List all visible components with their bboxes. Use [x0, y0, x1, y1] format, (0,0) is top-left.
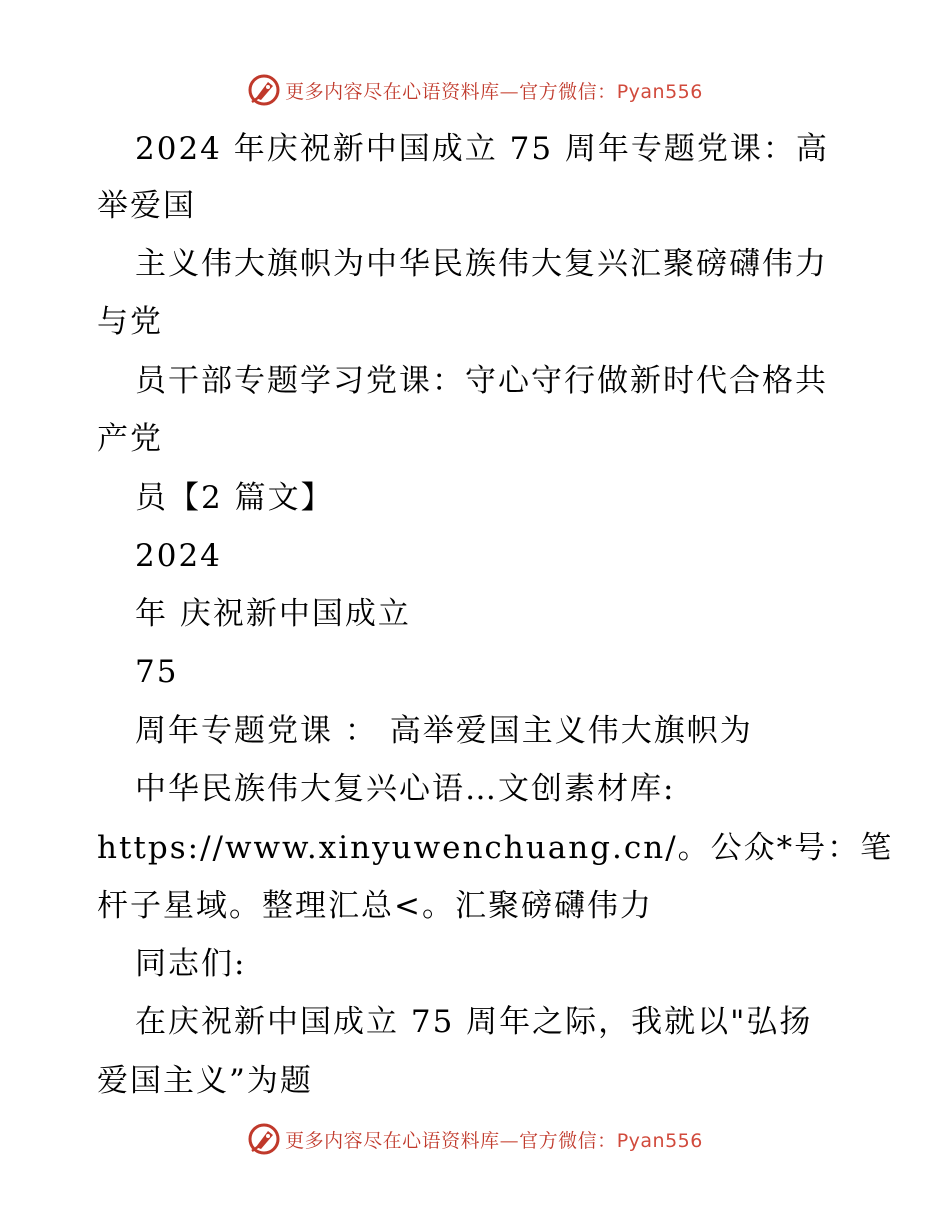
text-line: 杆子星域。整理汇总<。汇聚磅礴伟力: [97, 888, 653, 924]
text-line: 员干部专题学习党课：守心守行做新时代合格共: [135, 363, 828, 399]
banner-text: [285, 77, 703, 104]
text-line: 员【2 篇文】: [135, 480, 334, 516]
text-line: https://www.xinyuwenchuang.cn/。公众*号：笔: [97, 830, 894, 866]
banner-prefix: 更多内容尽在心语资料库: [285, 1129, 500, 1152]
footer-banner: [0, 1117, 950, 1161]
banner-account: Pyan556: [616, 1129, 703, 1152]
text-line: 周年专题党课 ： 高举爱国主义伟大旗帜为: [135, 713, 753, 749]
text-line: 75: [135, 654, 179, 690]
banner-label: 官方微信：: [519, 1129, 617, 1152]
banner-account: Pyan556: [616, 80, 703, 103]
text-line: 产党: [97, 421, 163, 457]
text-line: 与党: [97, 304, 163, 340]
banner-separator: —: [499, 80, 520, 103]
text-line: 爱国主义”为题: [97, 1063, 313, 1099]
text-line: 同志们:: [135, 946, 247, 982]
text-line: 在庆祝新中国成立 75 周年之际，我就以"弘扬: [135, 1004, 813, 1040]
pen-nib-logo-icon: [247, 73, 281, 107]
header-banner: [0, 68, 950, 112]
text-line: 2024: [135, 538, 222, 574]
banner-text: [285, 1126, 703, 1153]
banner-label: 官方微信：: [519, 80, 617, 103]
banner-separator: —: [499, 1129, 520, 1152]
text-line: 中华民族伟大复兴心语…文创素材库:: [135, 771, 676, 807]
text-line: 2024 年庆祝新中国成立 75 周年专题党课：高: [135, 131, 829, 167]
text-line: 举爱国: [97, 188, 196, 224]
pen-nib-logo-icon: [247, 1122, 281, 1156]
text-line: 主义伟大旗帜为中华民族伟大复兴汇聚磅礴伟力: [135, 246, 828, 282]
text-line: 年 庆祝新中国成立: [135, 596, 411, 632]
banner-prefix: 更多内容尽在心语资料库: [285, 80, 500, 103]
